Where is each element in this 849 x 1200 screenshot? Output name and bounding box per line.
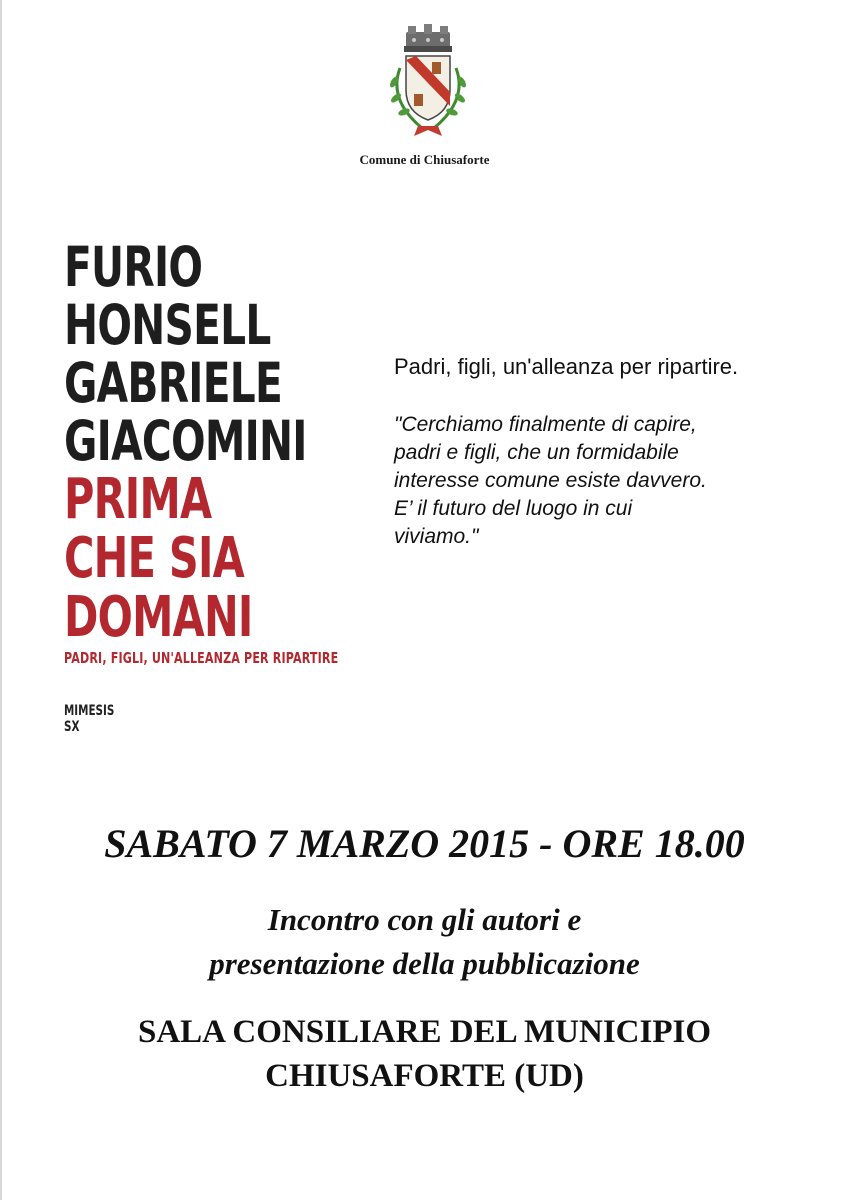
event-venue (0, 1010, 849, 1098)
quote-line: interesse comune esiste davvero. (394, 469, 707, 492)
publisher-series: SX (64, 719, 80, 735)
event-line: Incontro con gli autori e (267, 902, 582, 937)
quote-line: "Cerchiamo finalmente di capire, (394, 413, 697, 436)
cover-author-line: GABRIELE (64, 351, 283, 415)
cover-author-line: HONSELL (64, 293, 271, 357)
comune-label: Comune di Chiusaforte (359, 152, 490, 167)
description-lead: Padri, figli, un'alleanza per ripartire. (394, 354, 739, 379)
event-line: presentazione della pubblicazione (209, 946, 640, 981)
venue-line: SALA CONSILIARE DEL MUNICIPIO (137, 1014, 712, 1050)
cover-subtitle: PADRI, FIGLI, UN'ALLEANZA PER RIPARTIRE (64, 649, 339, 667)
cover-author-line: GIACOMINI (64, 409, 307, 473)
publisher-name: MIMESIS (64, 703, 115, 719)
book-cover (64, 235, 339, 735)
venue-line: CHIUSAFORTE (UD) (265, 1058, 584, 1094)
cover-title-line: CHE SIA (64, 526, 244, 591)
quote-line: viviamo." (394, 525, 479, 548)
coat-of-arms-icon (378, 20, 478, 144)
event-description (0, 898, 849, 986)
publisher-logo (64, 703, 286, 735)
description (394, 351, 770, 551)
quote-line: E’ il futuro del luogo in cui (394, 497, 633, 520)
cover-author-line: FURIO (64, 235, 203, 299)
description-quote (394, 411, 770, 551)
quote-line: padri e figli, che un formidabile (394, 441, 679, 464)
cover-title-line: DOMANI (64, 585, 253, 650)
cover-title-line: PRIMA (64, 467, 212, 532)
event-date-time: SABATO 7 MARZO 2015 - ORE 18.00 (104, 821, 745, 866)
